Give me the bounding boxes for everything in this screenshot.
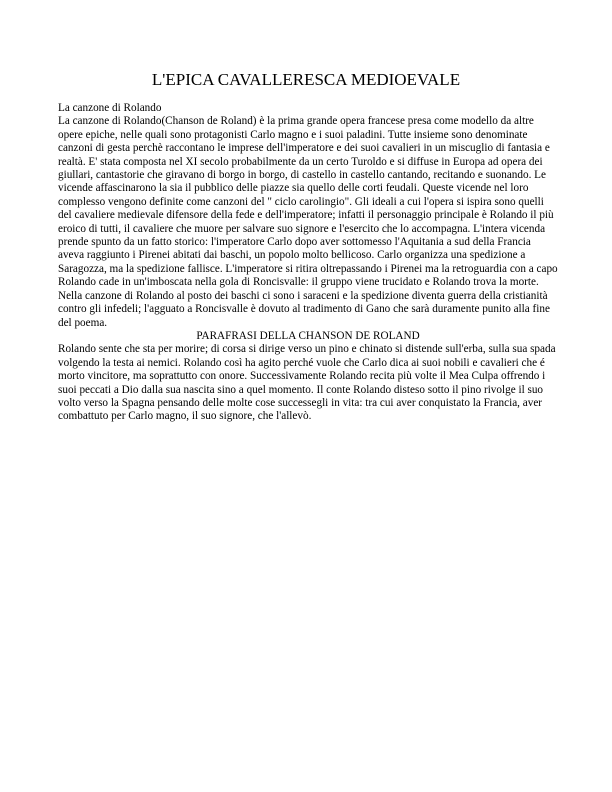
- section-heading-parafrasi: PARAFRASI DELLA CHANSON DE ROLAND: [196, 329, 420, 342]
- section-paragraph-parafrasi: Rolando sente che sta per morire; di corsa si dirige verso un pino e chinato si distende sull'erba, sulla sua spada volgendo la testa ai nemici. Rolando così ha agito perché vuole che Carlo dica ai suoi nobili e cavalieri che é morto vincitore, ma soprattutto con onore. Successivamente Rolando recita più volte il Mea Culpa offrendo i suoi peccati a Dio dalla sua nascita sino a quel momento. Il conte Rolando disteso sotto il pino rivolge il suo volto verso la Spagna pensando delle molte cose successegli in vita: tra cui aver conquistato la Francia, aver combattuto per Carlo magno, il suo signore, che l'allevò.: [58, 343, 556, 423]
- section-heading-canzone: La canzone di Rolando: [58, 102, 162, 114]
- document-body: [58, 102, 558, 424]
- document-title: L'EPICA CAVALLERESCA MEDIOEVALE: [151, 70, 461, 89]
- section-paragraph-canzone: La canzone di Rolando(Chanson de Roland) è la prima grande opera francese presa come modello da altre opere epiche, nelle quali sono protagonisti Carlo magno e i suoi paladini. Tutte insieme sono denominate canzoni di gesta perchè raccontano le imprese dell'imperatore e dei suoi cavalieri in un miscuglio di fantasia e realtà. E' stata composta nel XI secolo probabilmente da un certo Turoldo e si diffuse in Europa ad opera dei giullari, cantastorie che giravano di borgo in borgo, di castello in castello cantando, recitando e suonando. Le vicende affascinarono la sia il pubblico delle piazze sia quello delle corti feudali. Queste vicende nel loro complesso vengono definite come canzoni del " ciclo carolingio". Gli ideali a cui l'opera si ispira sono quelli del cavaliere medievale difensore della fede e dell'imperatore; infatti il personaggio principale è Rolando il più eroico di tutti, il cavaliere che muore per salvare suo signore e l'esercito che lo accompagna. L'intera vicenda prende spunto da un fatto storico: l'imperatore Carlo dopo aver sottomesso l'Aquitania a sud della Francia aveva raggiunto i Pirenei abitati dai baschi, un popolo molto bellicoso. Carlo organizza una spedizione a Saragozza, ma la spedizione fallisce. L'imperatore si ritira oltrepassando i Pirenei ma la retroguardia con a capo Rolando cade in un'imboscata nella gola di Roncisvalle: il gruppo viene trucidato e Rolando trova la morte. Nella canzone di Rolando al posto dei baschi ci sono i saraceni e la spedizione diventa guerra della cristianità contro gli infedeli; l'agguato a Roncisvalle è dovuto al tradimento di Gano che sarà duramente punito alla fine del poema.: [58, 115, 558, 329]
